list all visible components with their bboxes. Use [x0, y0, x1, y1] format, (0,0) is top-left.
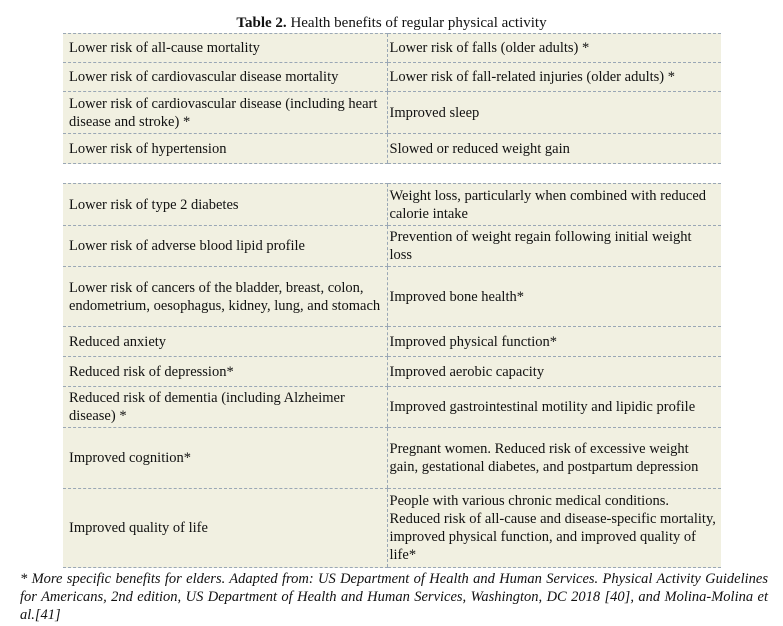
table-cell: Lower risk of cardiovascular disease mortality: [63, 63, 387, 92]
benefits-table-part-1: [63, 33, 721, 164]
table-row: [63, 63, 721, 92]
table-row: [63, 92, 721, 134]
table-cell: Improved gastrointestinal motility and lipidic profile: [387, 387, 721, 428]
table-cell: Improved cognition*: [63, 428, 387, 489]
table-cell: People with various chronic medical conditions. Reduced risk of all-cause and disease-specific mortality, improved physical function, and improved quality of life*: [387, 489, 721, 568]
table-cell: Reduced risk of dementia (including Alzheimer disease) *: [63, 387, 387, 428]
table-footnote: * More specific benefits for elders. Adapted from: US Department of Health and Human Services. Physical Activity Guidelines for Americans, 2nd edition, US Department of Health and Human Services, Washington, DC 2018 [40], and Molina-Molina et al.[41]: [20, 571, 768, 623]
table-row: [63, 428, 721, 489]
table-caption-title: Health benefits of regular physical activity: [290, 15, 547, 31]
table-row: [63, 267, 721, 327]
table-cell: Lower risk of hypertension: [63, 134, 387, 164]
table-row: [63, 34, 721, 63]
table-cell: Reduced risk of depression*: [63, 357, 387, 387]
table-cell: Weight loss, particularly when combined with reduced calorie intake: [387, 184, 721, 226]
table-cell: Pregnant women. Reduced risk of excessive weight gain, gestational diabetes, and postpartum depression: [387, 428, 721, 489]
table-cell: Reduced anxiety: [63, 327, 387, 357]
table-row: [63, 357, 721, 387]
table-caption-label: Table 2.: [236, 15, 287, 31]
benefits-table-part-2: [63, 183, 721, 568]
table-cell: Lower risk of cardiovascular disease (including heart disease and stroke) *: [63, 92, 387, 134]
table-cell: Prevention of weight regain following initial weight loss: [387, 226, 721, 267]
table-cell: Lower risk of falls (older adults) *: [387, 34, 721, 63]
table-caption: [0, 14, 783, 32]
table-cell: Lower risk of cancers of the bladder, breast, colon, endometrium, oesophagus, kidney, lung, and stomach: [63, 267, 387, 327]
table-cell: Improved sleep: [387, 92, 721, 134]
table-cell: Lower risk of fall-related injuries (older adults) *: [387, 63, 721, 92]
table-cell: Improved bone health*: [387, 267, 721, 327]
table-cell: Lower risk of type 2 diabetes: [63, 184, 387, 226]
table-cell: Improved aerobic capacity: [387, 357, 721, 387]
table-cell: Lower risk of all-cause mortality: [63, 34, 387, 63]
table-row: [63, 489, 721, 568]
table-row: [63, 226, 721, 267]
table-cell: Slowed or reduced weight gain: [387, 134, 721, 164]
table-cell: Lower risk of adverse blood lipid profile: [63, 226, 387, 267]
table-cell: Improved physical function*: [387, 327, 721, 357]
table-row: [63, 387, 721, 428]
table-cell: Improved quality of life: [63, 489, 387, 568]
table-row: [63, 134, 721, 164]
table-row: [63, 184, 721, 226]
table-row: [63, 327, 721, 357]
